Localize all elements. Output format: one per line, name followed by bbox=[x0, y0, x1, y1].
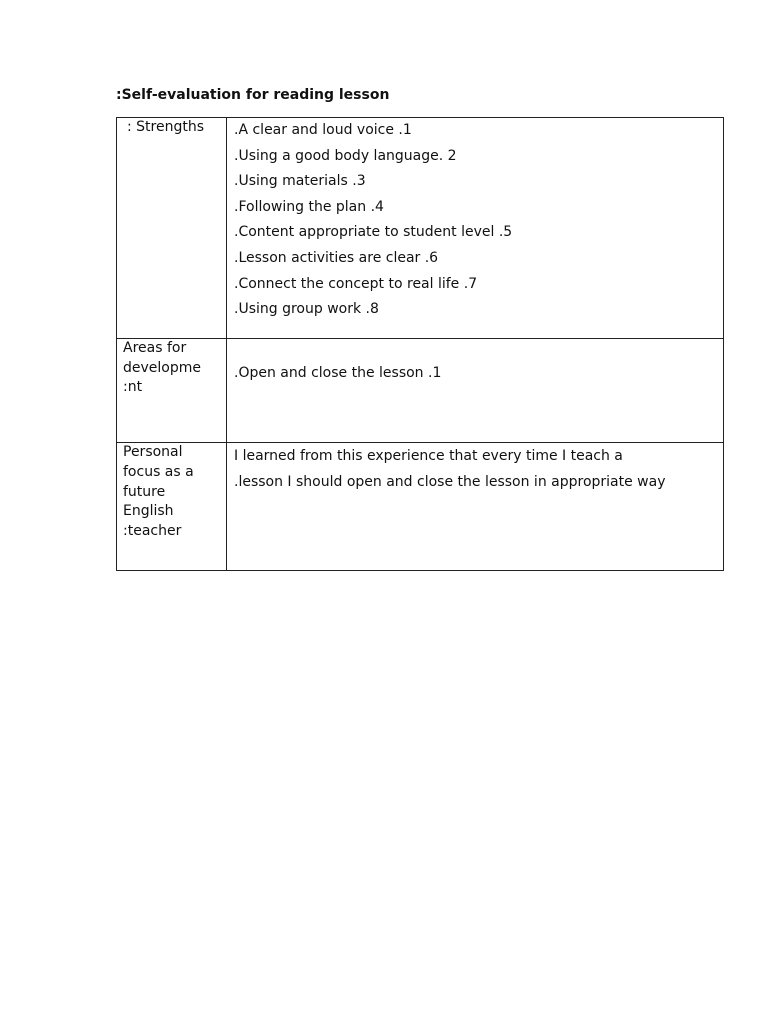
strengths-content-cell bbox=[227, 118, 724, 339]
areas-label-cell bbox=[117, 339, 227, 443]
strength-item-4: .Following the plan .4 bbox=[234, 198, 384, 215]
personal-focus-label bbox=[117, 443, 226, 542]
strength-item-1: .A clear and loud voice .1 bbox=[234, 122, 412, 138]
areas-content-cell bbox=[227, 339, 724, 443]
areas-list bbox=[227, 339, 723, 387]
area-item-1: .Open and close the lesson .1 bbox=[234, 365, 442, 381]
focus-label-line-5: :teacher bbox=[123, 523, 182, 540]
focus-text-line-1: I learned from this experience that every time I teach a bbox=[234, 448, 623, 464]
strengths-label: : Strengths bbox=[127, 119, 205, 135]
areas-label-line-3: :nt bbox=[123, 379, 143, 395]
strength-item-6: .Lesson activities are clear .6 bbox=[234, 249, 439, 266]
personal-focus-text bbox=[227, 443, 723, 495]
strength-item-3: .Using materials .3 bbox=[234, 173, 366, 190]
table-row-personal-focus bbox=[117, 443, 724, 571]
areas-label-line-2: developme bbox=[123, 359, 201, 376]
strengths-list bbox=[227, 118, 723, 323]
areas-for-development-label bbox=[117, 339, 226, 398]
self-evaluation-table bbox=[116, 117, 724, 571]
focus-label-cell bbox=[117, 443, 227, 571]
focus-label-line-4: English bbox=[123, 503, 174, 520]
strength-item-8: .Using group work .8 bbox=[234, 301, 379, 318]
areas-label-line-1: Areas for bbox=[123, 340, 187, 356]
focus-label-line-2: focus as a bbox=[123, 463, 194, 480]
strength-item-2: .Using a good body language. 2 bbox=[234, 147, 457, 164]
focus-label-line-3: future bbox=[123, 483, 166, 500]
strength-item-5: .Content appropriate to student level .5 bbox=[234, 224, 513, 241]
table-row-strengths bbox=[117, 118, 724, 339]
focus-content-cell bbox=[227, 443, 724, 571]
focus-label-line-1: Personal bbox=[123, 444, 183, 460]
strengths-label-cell bbox=[117, 118, 227, 339]
table-row-areas-for-development bbox=[117, 339, 724, 443]
focus-text-line-2: .lesson I should open and close the lesson in appropriate way bbox=[234, 474, 666, 490]
page-title: :Self-evaluation for reading lesson bbox=[116, 87, 390, 103]
strength-item-7: .Connect the concept to real life .7 bbox=[234, 275, 478, 292]
